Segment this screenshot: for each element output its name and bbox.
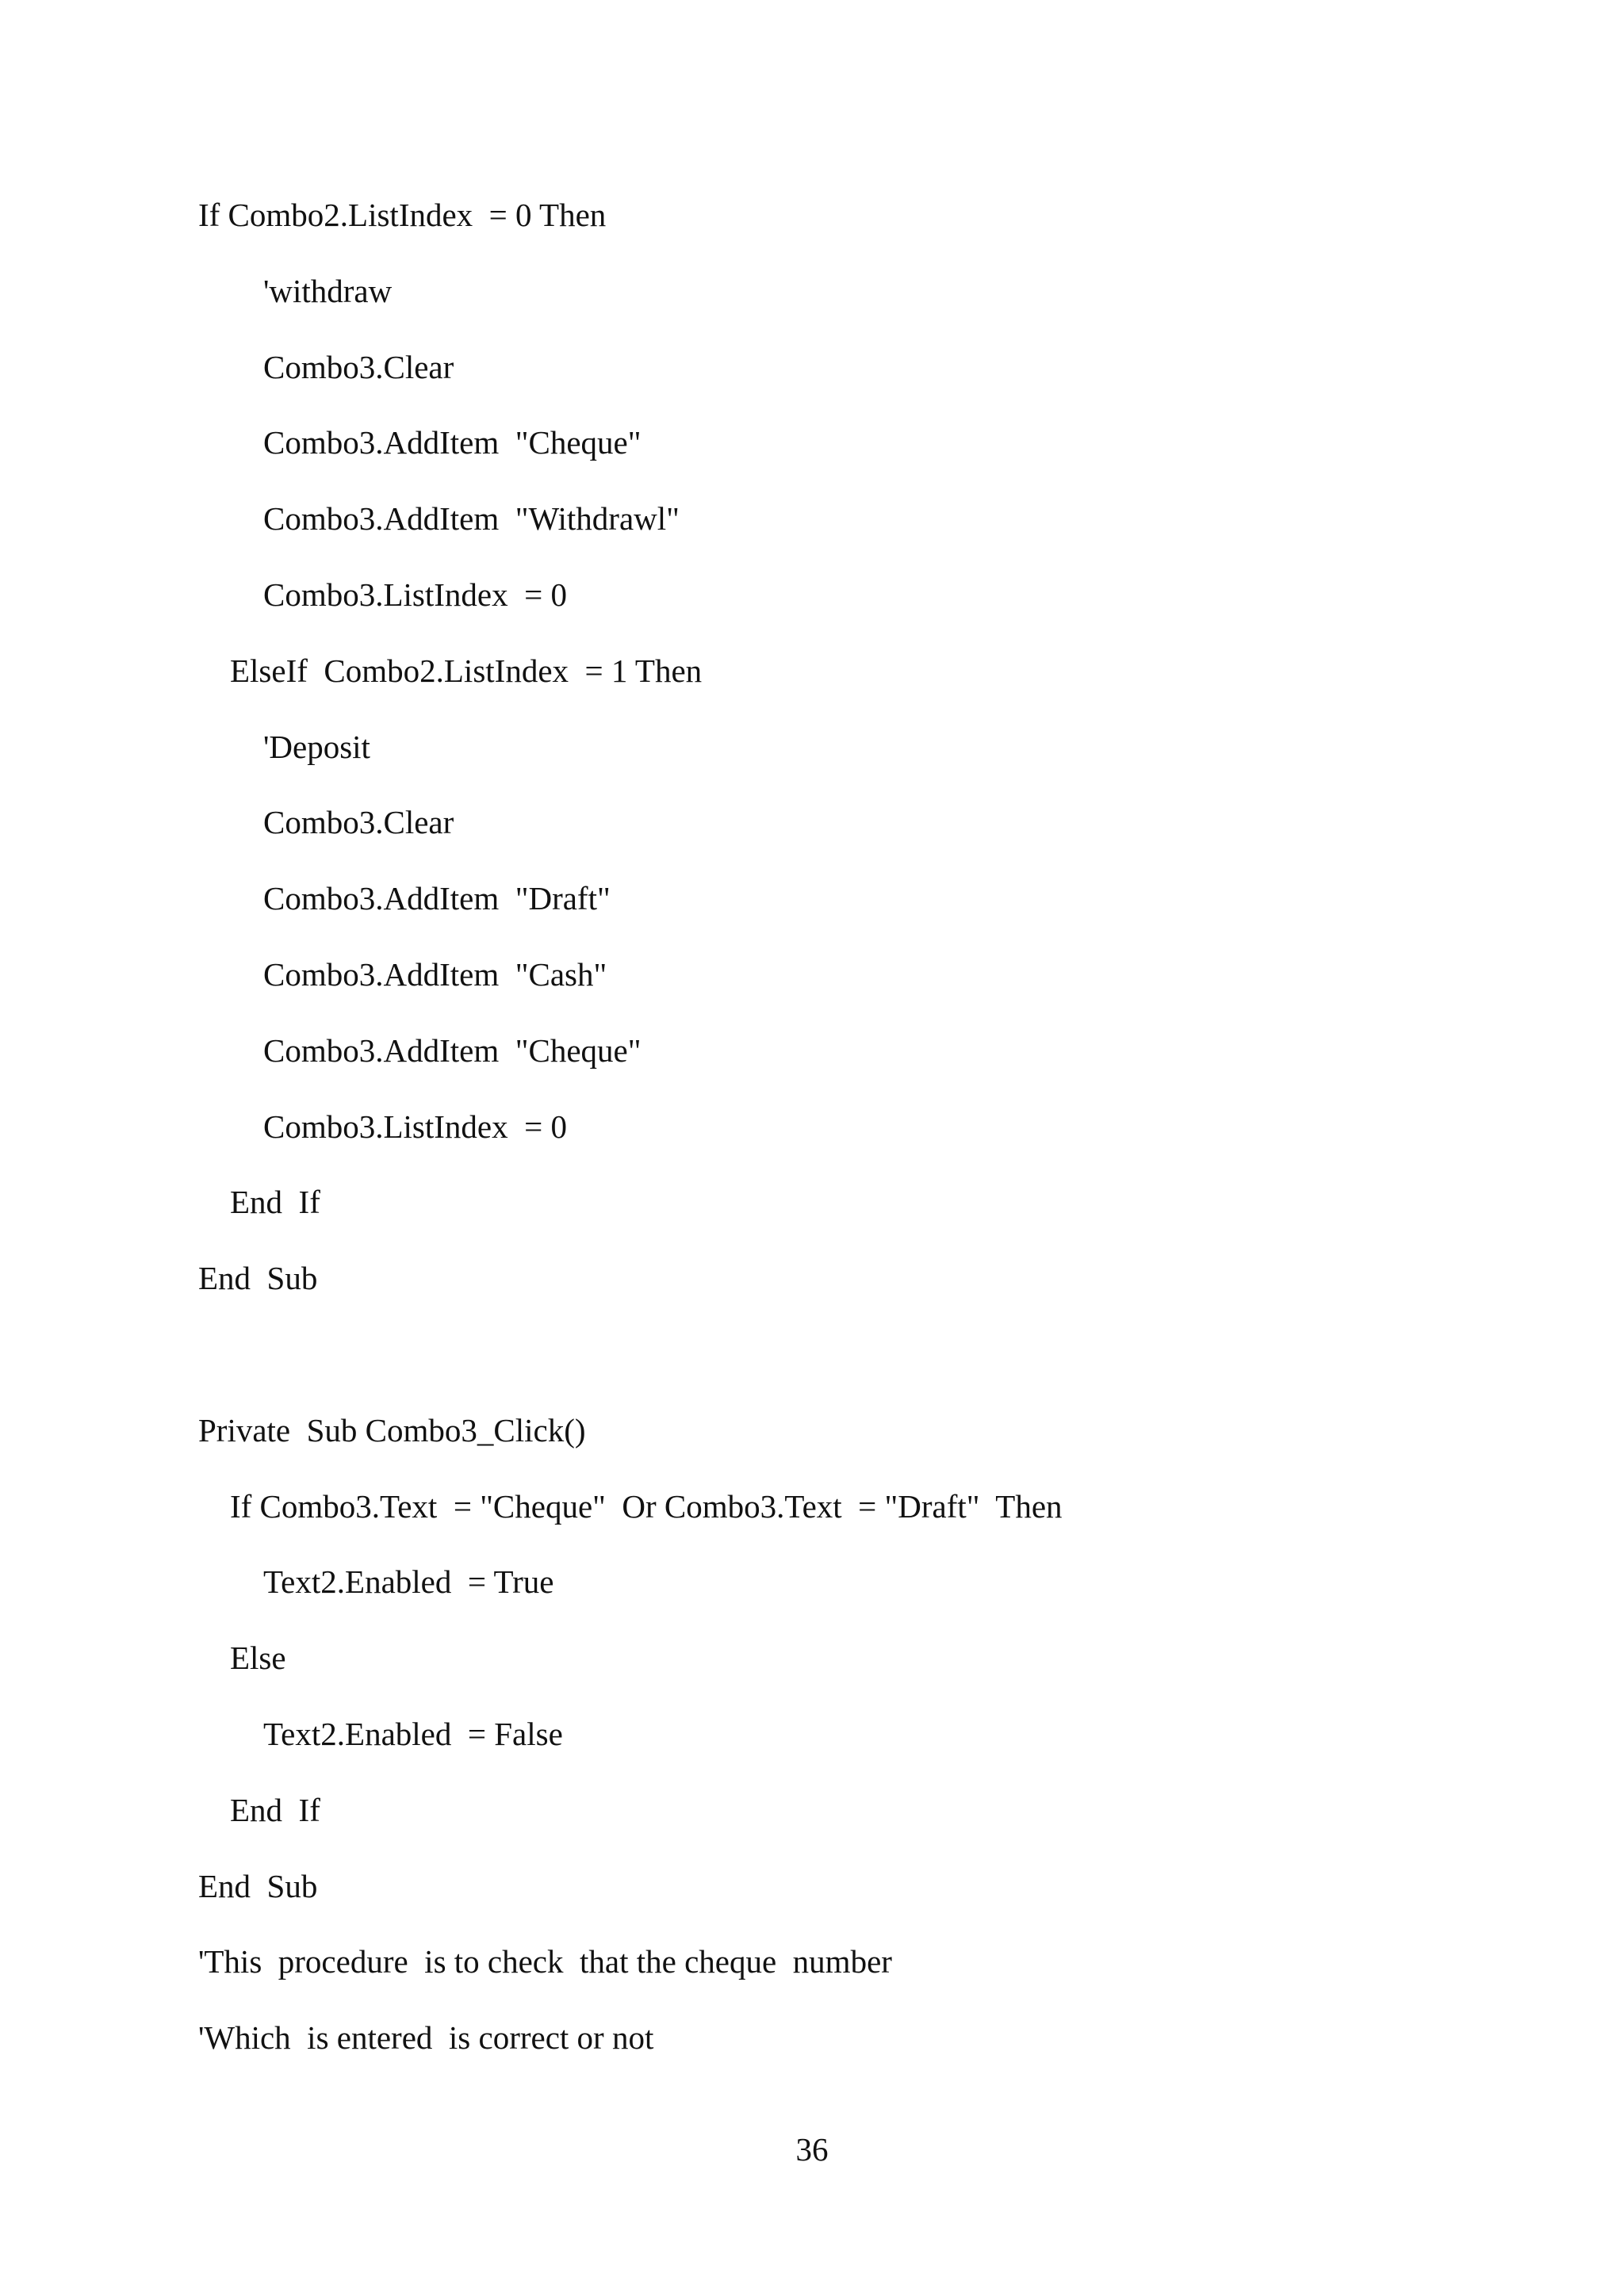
code-line: Combo3.AddItem "Cheque" <box>263 424 642 461</box>
code-line: End Sub <box>198 1260 318 1297</box>
blank-line <box>198 1328 1467 1404</box>
code-line: 'Deposit <box>263 728 370 765</box>
code-line: End Sub <box>198 1867 318 1904</box>
comment-line: 'Which is entered is correct or not <box>198 2019 654 2057</box>
page-number: 36 <box>795 2131 829 2168</box>
code-line: Private Sub Combo3_Click() <box>198 1411 586 1448</box>
code-line: Combo3.Clear <box>263 348 454 385</box>
code-line: Combo3.AddItem "Cash" <box>263 955 607 993</box>
code-line: Else <box>230 1640 286 1677</box>
comment-line: 'This procedure is to check that the cheque number <box>198 1943 892 1980</box>
code-line: 'withdraw <box>263 272 393 309</box>
code-line: Combo3.AddItem "Draft" <box>263 880 611 917</box>
code-line: If Combo2.ListIndex = 0 Then <box>198 197 607 233</box>
code-line: ElseIf Combo2.ListIndex = 1 Then <box>230 652 703 689</box>
code-line: Combo3.Clear <box>263 804 454 841</box>
code-line: Combo3.ListIndex = 0 <box>263 576 567 613</box>
code-line: If Combo3.Text = "Cheque" Or Combo3.Text = "Draft" Then <box>230 1487 1063 1525</box>
code-block <box>198 189 1467 2087</box>
code-line: Text2.Enabled = True <box>263 1563 554 1601</box>
code-line: End If <box>230 1791 320 1828</box>
code-line: End If <box>230 1184 320 1221</box>
code-line: Combo3.AddItem "Withdrawl" <box>263 500 680 538</box>
code-line: Combo3.AddItem "Cheque" <box>263 1031 642 1069</box>
code-line: Text2.Enabled = False <box>263 1715 563 1752</box>
code-line: Combo3.ListIndex = 0 <box>263 1108 567 1145</box>
